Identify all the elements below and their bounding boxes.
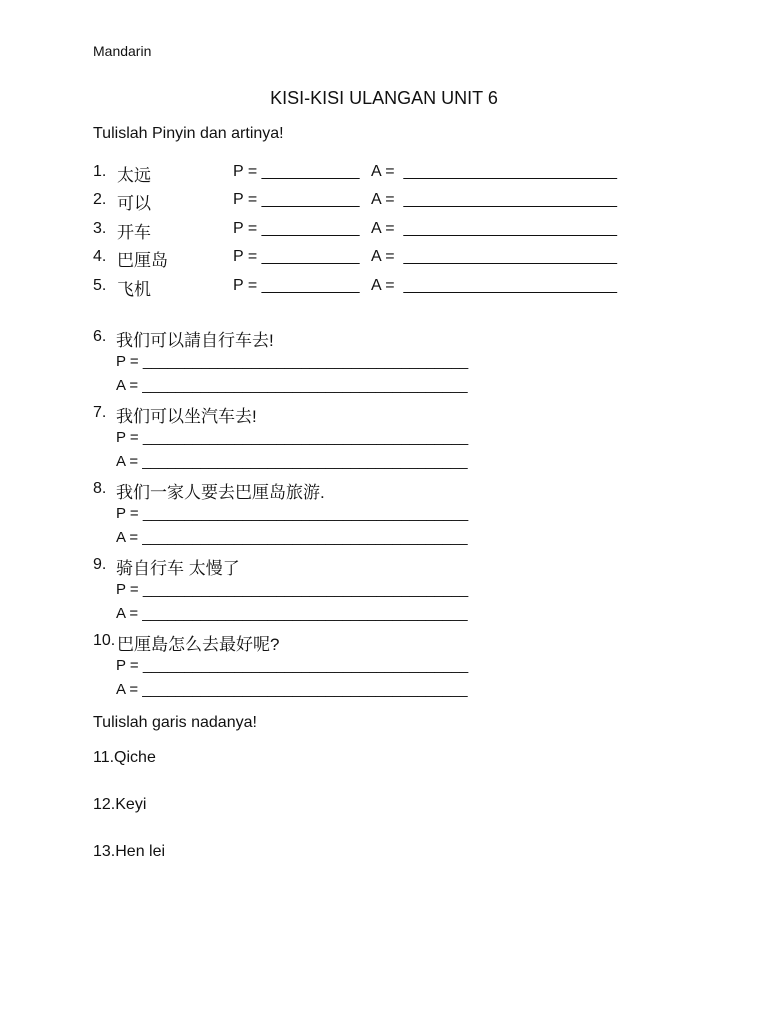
- word-row-3: [93, 218, 653, 242]
- word-row-2: [93, 189, 653, 213]
- section3-instruction: Tulislah garis nadanya!: [93, 714, 257, 731]
- meaning-line: A = _______________________________________: [116, 605, 468, 622]
- pinyin-blank: P = ___________: [233, 163, 360, 180]
- tone-item: 13.Hen lei: [93, 843, 166, 860]
- sentence-text: 我们一家人要去巴厘岛旅游.: [116, 483, 325, 502]
- pinyin-line: P = _______________________________________: [116, 581, 469, 598]
- pinyin-line: P = _______________________________________: [116, 353, 469, 370]
- sentence-number: 8.: [93, 480, 107, 497]
- pinyin-line: P = _______________________________________: [116, 429, 469, 446]
- meaning-blank: A = ________________________: [371, 248, 618, 265]
- tone-item: 11.Qiche: [93, 749, 156, 766]
- meaning-line: A = _______________________________________: [116, 681, 468, 698]
- sentence-number: 10.: [93, 632, 116, 649]
- section1-instruction: Tulislah Pinyin dan artinya!: [93, 125, 284, 142]
- word-row-5: [93, 275, 653, 299]
- meaning-blank: A = ________________________: [371, 163, 618, 180]
- pinyin-blank: P = ___________: [233, 191, 360, 208]
- item-number: 4.: [93, 248, 107, 265]
- document-title: KISI-KISI ULANGAN UNIT 6: [270, 88, 498, 108]
- sentence-text: 巴厘島怎么去最好呢?: [117, 635, 280, 654]
- tone-item: 12.Keyi: [93, 796, 147, 813]
- sentence-number: 6.: [93, 328, 107, 345]
- meaning-line: A = _______________________________________: [116, 453, 468, 470]
- item-number: 3.: [93, 220, 107, 237]
- word-row-1: [93, 161, 653, 185]
- meaning-line: A = _______________________________________: [116, 377, 468, 394]
- meaning-blank: A = ________________________: [371, 220, 618, 237]
- pinyin-line: P = _______________________________________: [116, 505, 469, 522]
- word-row-4: [93, 246, 653, 270]
- sentence-text: 我们可以請自行车去!: [116, 331, 274, 350]
- sentence-number: 7.: [93, 404, 107, 421]
- sentence-text: 骑自行车 太慢了: [116, 559, 240, 578]
- pinyin-blank: P = ___________: [233, 220, 360, 237]
- meaning-line: A = _______________________________________: [116, 529, 468, 546]
- item-number: 5.: [93, 277, 107, 294]
- pinyin-blank: P = ___________: [233, 277, 360, 294]
- meaning-blank: A = ________________________: [371, 277, 618, 294]
- document-header: Mandarin: [93, 43, 152, 59]
- sentence-number: 9.: [93, 556, 107, 573]
- item-number: 1.: [93, 163, 107, 180]
- item-number: 2.: [93, 191, 107, 208]
- pinyin-blank: P = ___________: [233, 248, 360, 265]
- hanzi-word: 太远: [117, 166, 151, 185]
- pinyin-line: P = _______________________________________: [116, 657, 469, 674]
- hanzi-word: 开车: [117, 223, 151, 242]
- hanzi-word: 巴厘岛: [117, 251, 168, 270]
- meaning-blank: A = ________________________: [371, 191, 618, 208]
- hanzi-word: 可以: [117, 194, 151, 213]
- hanzi-word: 飞机: [117, 280, 151, 299]
- sentence-text: 我们可以坐汽车去!: [116, 407, 257, 426]
